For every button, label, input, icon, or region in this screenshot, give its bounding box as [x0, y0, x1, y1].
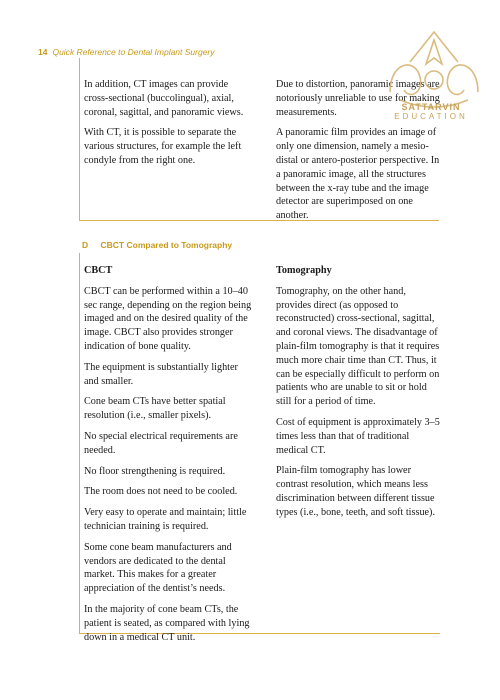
paragraph: In addition, CT images can provide cross-sectional (buccolingual), axial, coronal, sagittal, and panoramic views. — [84, 79, 244, 118]
section-title: CBCT Compared to Tomography — [100, 240, 233, 250]
paragraph: No floor strengthening is required. — [84, 465, 226, 477]
watermark-brand: SATTARVIN — [401, 102, 461, 112]
watermark-text — [366, 102, 496, 121]
paragraph: CBCT can be performed within a 10–40 sec range, depending on the region being imaged and on the desired quality of the image. CBCT also provides stronger indication of bone quality. — [84, 285, 252, 352]
section-letter: D — [82, 240, 89, 250]
paragraph: Tomography, on the other hand, provides direct (as opposed to reconstructed) cross-sectional, sagittal, and coronal views. The disadvantage of plain-film tomography is that it requires much more chair time than CT. Thus, it can be especially difficult to perform on patients who are unable to sit or hold still for a period of time. — [276, 285, 440, 408]
paragraph: In the majority of cone beam CTs, the patient is seated, as compared with lying down in a medical CT unit. — [84, 603, 250, 643]
paragraph: Due to distortion, panoramic images are notoriously unreliable to use for making measurements. — [276, 79, 440, 118]
paragraph: Cone beam CTs have better spatial resolution (i.e., smaller pixels). — [84, 396, 226, 422]
paragraph: Cost of equipment is approximately 3–5 times less than that of traditional medical CT. — [276, 416, 440, 456]
top-left-column — [84, 78, 252, 175]
tomography-column — [276, 264, 441, 527]
paragraph: Some cone beam manufacturers and vendors are dedicated to the dental market. This makes for a greater appreciation of the dentist’s needs. — [84, 541, 232, 595]
tomography-heading: Tomography — [276, 265, 332, 276]
paragraph: With CT, it is possible to separate the various structures, for example the left condyle from the right one. — [84, 127, 242, 166]
watermark-sub: EDUCATION — [394, 112, 468, 121]
section-heading — [82, 240, 232, 250]
paragraph: No special electrical requirements are needed. — [84, 430, 238, 456]
cbct-column — [84, 264, 252, 651]
page-number: 14 — [38, 47, 48, 57]
running-title: Quick Reference to Dental Implant Surgery — [52, 47, 215, 57]
paragraph: Very easy to operate and maintain; little technician training is required. — [84, 507, 247, 532]
cbct-heading: CBCT — [84, 265, 113, 276]
paragraph: The equipment is substantially lighter and smaller. — [84, 361, 238, 387]
running-header — [38, 47, 215, 57]
paragraph: The room does not need to be cooled. — [84, 486, 238, 498]
paragraph: Plain-film tomography has lower contrast resolution, which means less discrimination between different tissue types (i.e., bone, teeth, and soft tissue). — [276, 465, 436, 518]
paragraph: A panoramic film provides an image of only one dimension, namely a mesio-distal or antero-posterior perspective. In a panoramic image, all the structures between the x-ray tube and the image detector are superimposed on one another. — [276, 127, 440, 222]
